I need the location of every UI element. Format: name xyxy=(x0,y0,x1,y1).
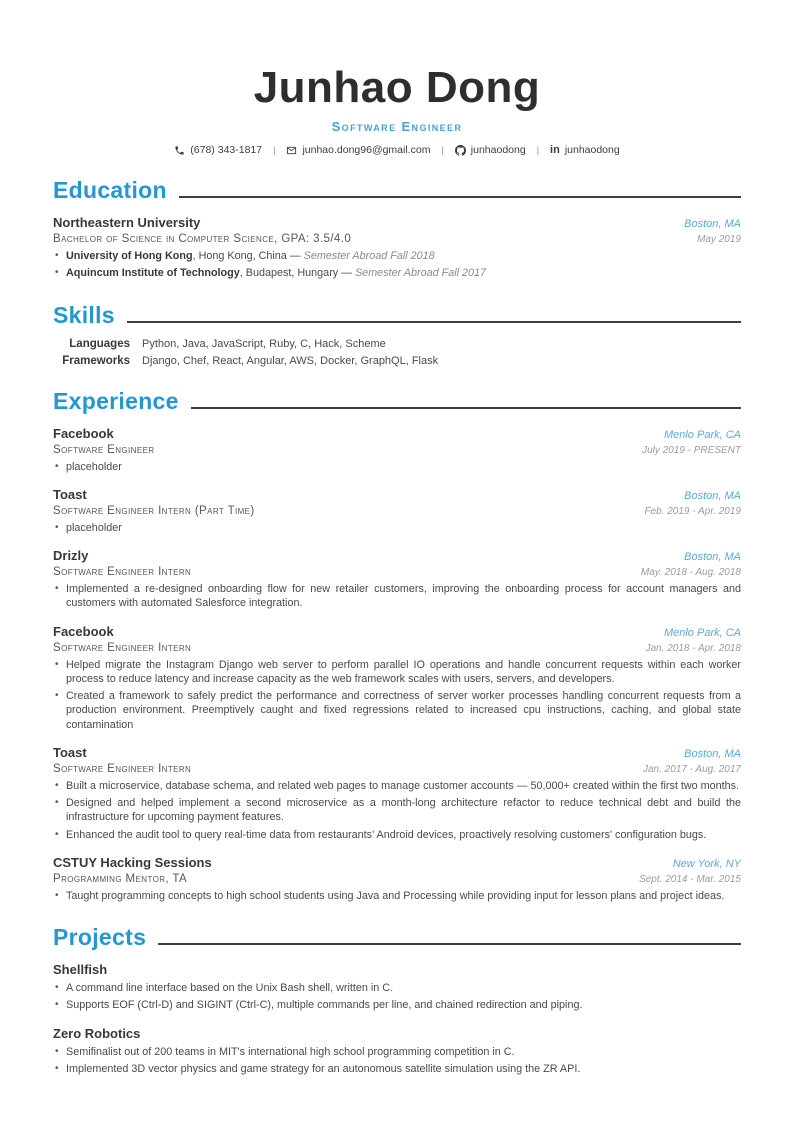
school-name: Northeastern University xyxy=(53,215,201,230)
contact-row xyxy=(53,144,741,156)
company-location: Boston, MA xyxy=(684,747,741,760)
experience-bullet: • placeholder xyxy=(53,521,741,535)
company-name: Drizly xyxy=(53,548,89,563)
experience-bullet: • Designed and helped implement a second microservice as a month-long architecture refactor to reduce technical debt and build the infrastructure for upcoming payment features. xyxy=(53,796,741,825)
abroad-school-location: , Hong Kong, China — xyxy=(192,250,304,262)
section-rule xyxy=(179,196,741,198)
experience-bullets xyxy=(53,658,741,732)
section-rule xyxy=(191,407,741,409)
section-skills xyxy=(53,301,741,367)
resume-header xyxy=(53,63,741,156)
education-bullet xyxy=(53,249,741,263)
abroad-note: Semester Abroad Fall 2017 xyxy=(354,267,487,280)
contact-separator: | xyxy=(441,145,444,155)
experience-entry xyxy=(53,745,741,842)
company-name: CSTUY Hacking Sessions xyxy=(53,854,212,870)
experience-bullet: • Built a microservice, database schema, and related web pages to manage customer accounts — 50,000+ created within the first two months. xyxy=(53,779,741,793)
experience-bullets xyxy=(53,521,741,535)
contact-linkedin xyxy=(550,144,620,156)
section-title-projects: Projects xyxy=(53,924,147,950)
linkedin-icon: in xyxy=(550,143,560,156)
person-name: Junhao Dong xyxy=(253,63,541,112)
education-entry xyxy=(53,215,741,281)
contact-separator: | xyxy=(273,145,276,155)
role-title: Programming Mentor, TA xyxy=(53,872,188,885)
role-dates: Feb. 2019 - Apr. 2019 xyxy=(644,505,741,517)
contact-email xyxy=(286,144,430,156)
abroad-school-name: Aquincum Institute of Technology xyxy=(66,267,240,280)
role-title: Software Engineer Intern (Part Time) xyxy=(53,504,255,517)
role-dates: Sept. 2014 - Mar. 2015 xyxy=(639,873,741,885)
contact-separator: | xyxy=(536,145,540,155)
section-title-experience: Experience xyxy=(53,387,179,414)
project-entry xyxy=(53,1026,741,1077)
company-location: Menlo Park, CA xyxy=(663,626,741,639)
experience-entry xyxy=(53,624,741,732)
education-bullets xyxy=(53,249,741,281)
section-header xyxy=(53,387,741,414)
role-title: Software Engineer Intern xyxy=(53,762,192,775)
skill-value: Python, Java, JavaScript, Ruby, C, Hack, Scheme xyxy=(142,337,386,350)
section-header xyxy=(53,301,741,328)
abroad-school-name: University of Hong Kong xyxy=(66,250,193,262)
experience-bullets xyxy=(53,779,741,842)
experience-bullet: • Implemented a re-designed onboarding flow for new retailer customers, improving the onboarding process for account managers and customers with automated Salesforce integration. xyxy=(53,582,741,611)
experience-bullet: • Enhanced the audit tool to query real-time data from restaurants' Android devices, proactively resolving customers' configuration bugs. xyxy=(53,828,741,842)
experience-bullets xyxy=(53,889,741,903)
role-dates: May. 2018 - Aug. 2018 xyxy=(640,567,741,578)
degree-name: Bachelor of Science in Computer Science, GPA: 3.5/4.0 xyxy=(53,233,352,245)
project-name: Shellfish xyxy=(53,962,108,977)
company-location: Boston, MA xyxy=(684,489,741,502)
role-title: Software Engineer xyxy=(53,443,155,456)
skill-value: Django, Chef, React, Angular, AWS, Docker, GraphQL, Flask xyxy=(142,354,439,367)
experience-bullets xyxy=(53,460,741,474)
linkedin-username: junhaodong xyxy=(564,144,620,156)
education-bullet xyxy=(53,266,741,280)
abroad-note: Semester Abroad Fall 2018 xyxy=(303,250,435,262)
project-bullet: • A command line interface based on the Unix Bash shell, written in C. xyxy=(53,981,741,995)
phone-icon xyxy=(174,145,185,156)
github-username: junhaodong xyxy=(470,144,526,156)
company-name: Facebook xyxy=(53,623,114,639)
company-name: Facebook xyxy=(53,425,114,441)
school-location: Boston, MA xyxy=(684,218,741,230)
email-icon xyxy=(286,145,297,156)
experience-entry xyxy=(53,548,741,611)
skill-row-frameworks xyxy=(53,355,741,367)
role-title: Software Engineer Intern xyxy=(53,566,192,578)
role-dates: July 2019 - PRESENT xyxy=(642,444,741,456)
contact-phone xyxy=(174,144,262,156)
experience-bullet: • Helped migrate the Instagram Django web server to perform parallel IO operations and handle concurrent requests within each worker process to reduce latency and increase capacity as the web framework scales with users, servers, and developers. xyxy=(53,658,741,687)
company-location: Menlo Park, CA xyxy=(663,428,741,441)
github-icon xyxy=(455,145,466,156)
project-bullet: • Implemented 3D vector physics and game strategy for an autonomous satellite simulation using the ZR API. xyxy=(53,1062,741,1076)
abroad-school-location: , Budapest, Hungary — xyxy=(239,267,355,280)
contact-github xyxy=(455,144,526,156)
section-rule xyxy=(158,943,741,945)
experience-entry xyxy=(53,426,741,474)
experience-bullet: • placeholder xyxy=(53,460,741,474)
email-address: junhao.dong96@gmail.com xyxy=(302,144,431,156)
section-projects xyxy=(53,926,741,1076)
project-name: Zero Robotics xyxy=(53,1025,141,1041)
experience-entry xyxy=(53,855,741,903)
job-title: Software Engineer xyxy=(331,119,463,134)
project-bullet: • Supports EOF (Ctrl-D) and SIGINT (Ctrl-C), multiple commands per line, and chained redirection and piping. xyxy=(53,998,741,1012)
company-name: Toast xyxy=(53,486,87,502)
company-location: Boston, MA xyxy=(684,551,741,563)
section-rule xyxy=(127,321,741,323)
company-location: New York, NY xyxy=(672,857,741,870)
skill-label: Frameworks xyxy=(62,354,130,367)
skill-label: Languages xyxy=(69,337,130,350)
graduation-date: May 2019 xyxy=(697,234,741,245)
role-dates: Jan. 2018 - Apr. 2018 xyxy=(645,642,741,654)
section-experience xyxy=(53,387,741,904)
experience-bullet: • Taught programming concepts to high school students using Java and Processing while providing input for lesson plans and project ideas. xyxy=(53,889,741,903)
section-title-education: Education xyxy=(53,177,167,203)
project-bullet: • Semifinalist out of 200 teams in MIT's international high school programming competition in C. xyxy=(53,1045,741,1059)
phone-number: (678) 343-1817 xyxy=(190,144,263,156)
experience-bullet: • Created a framework to safely predict the performance and correctness of server worker processes handling concurrent requests from a production environment. Preemptively caught and fixed regressions related to increased cpu instructions, caching, and global state contamination xyxy=(53,689,741,732)
project-bullets xyxy=(53,981,741,1013)
role-dates: Jan. 2017 - Aug. 2017 xyxy=(642,763,741,775)
role-title: Software Engineer Intern xyxy=(53,641,192,654)
skill-row-languages xyxy=(53,338,741,350)
section-title-skills: Skills xyxy=(53,301,115,328)
company-name: Toast xyxy=(53,744,87,760)
section-education xyxy=(53,179,741,281)
experience-bullets xyxy=(53,582,741,611)
project-bullets xyxy=(53,1045,741,1077)
section-header xyxy=(53,926,741,949)
project-entry xyxy=(53,962,741,1013)
section-header xyxy=(53,179,741,202)
experience-entry xyxy=(53,487,741,535)
